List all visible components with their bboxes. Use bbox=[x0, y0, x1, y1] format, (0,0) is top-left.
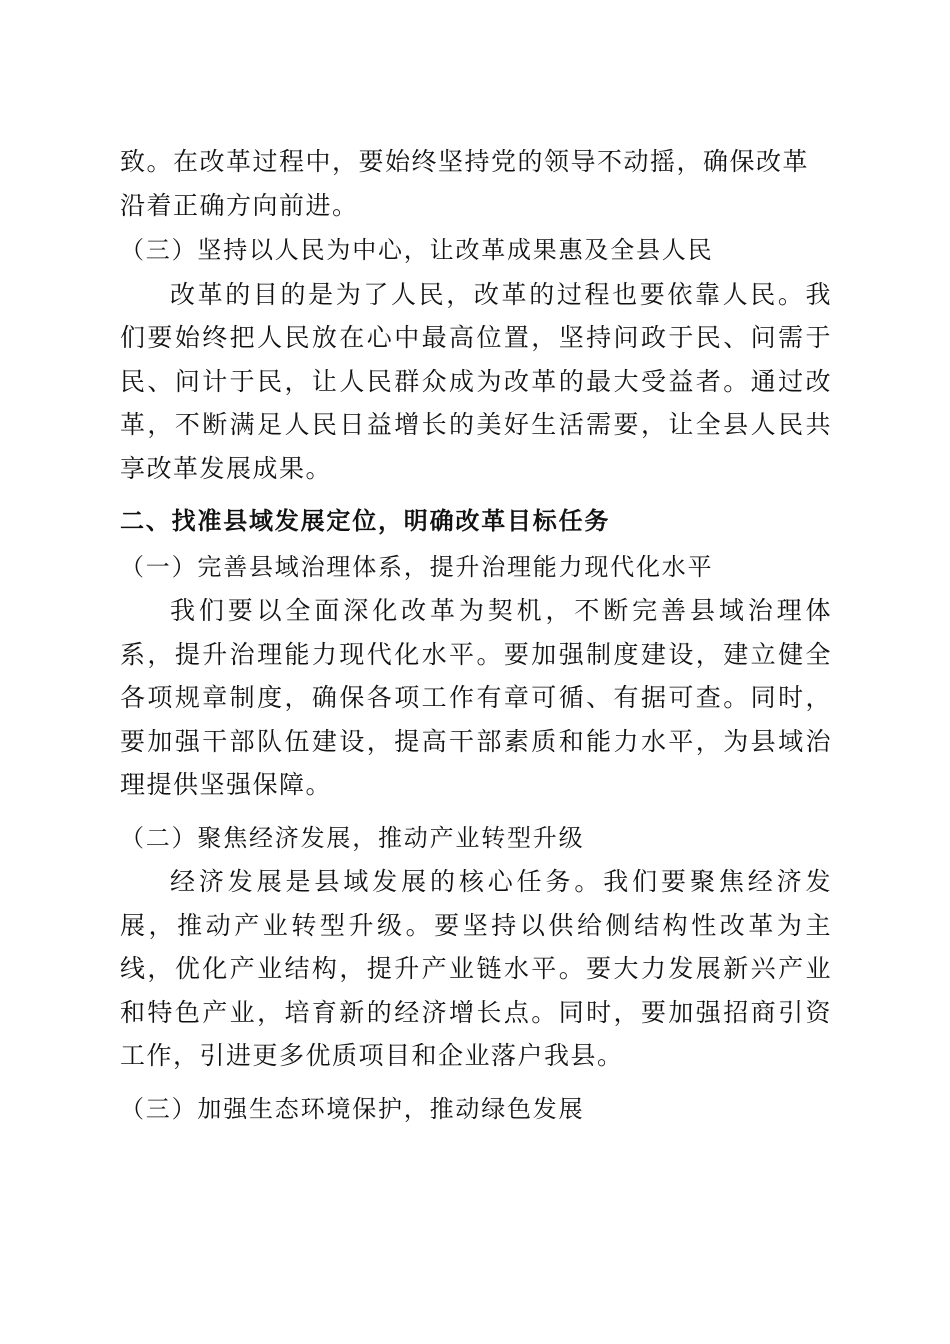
sub-heading-ecology: （三）加强生态环境保护，推动绿色发展 bbox=[120, 1094, 585, 1123]
sub-heading-people-centered: （三）坚持以人民为中心，让改革成果惠及全县人民 bbox=[120, 236, 714, 264]
paragraph-governance: 我们要以全面深化改革为契机，不断完善县域治理体系，提升治理能力现代化水平。要加强制度建设，建立健全各项规章制度，确保各项工作有章可循、有据可查。同时，要加强干部队伍建设，提高干部素质和能力水平，为县域治理提供坚强保障。 bbox=[120, 596, 832, 799]
paragraph-economy: 经济发展是县域发展的核心任务。我们要聚焦经济发展，推动产业转型升级。要坚持以供给侧结构性改革为主线，优化产业结构，提升产业链水平。要大力发展新兴产业和特色产业，培育新的经济增长点。同时，要加强招商引资工作，引进更多优质项目和企业落户我县。 bbox=[120, 867, 832, 1070]
document-body bbox=[120, 140, 832, 1131]
sub-heading-governance: （一）完善县域治理体系，提升治理能力现代化水平 bbox=[120, 552, 714, 581]
paragraph-continued: 致。在改革过程中，要始终坚持党的领导不动摇，确保改革沿着正确方向前进。 bbox=[120, 147, 810, 220]
sub-heading-economy: （二）聚焦经济发展，推动产业转型升级 bbox=[120, 823, 585, 852]
paragraph-people-centered: 改革的目的是为了人民，改革的过程也要依靠人民。我们要始终把人民放在心中最高位置，坚持问政于民、问需于民、问计于民，让人民群众成为改革的最大受益者。通过改革，不断满足人民日益增长的美好生活需要，让全县人民共享改革发展成果。 bbox=[120, 279, 832, 483]
section-heading-two: 二、找准县域发展定位，明确改革目标任务 bbox=[120, 507, 611, 535]
